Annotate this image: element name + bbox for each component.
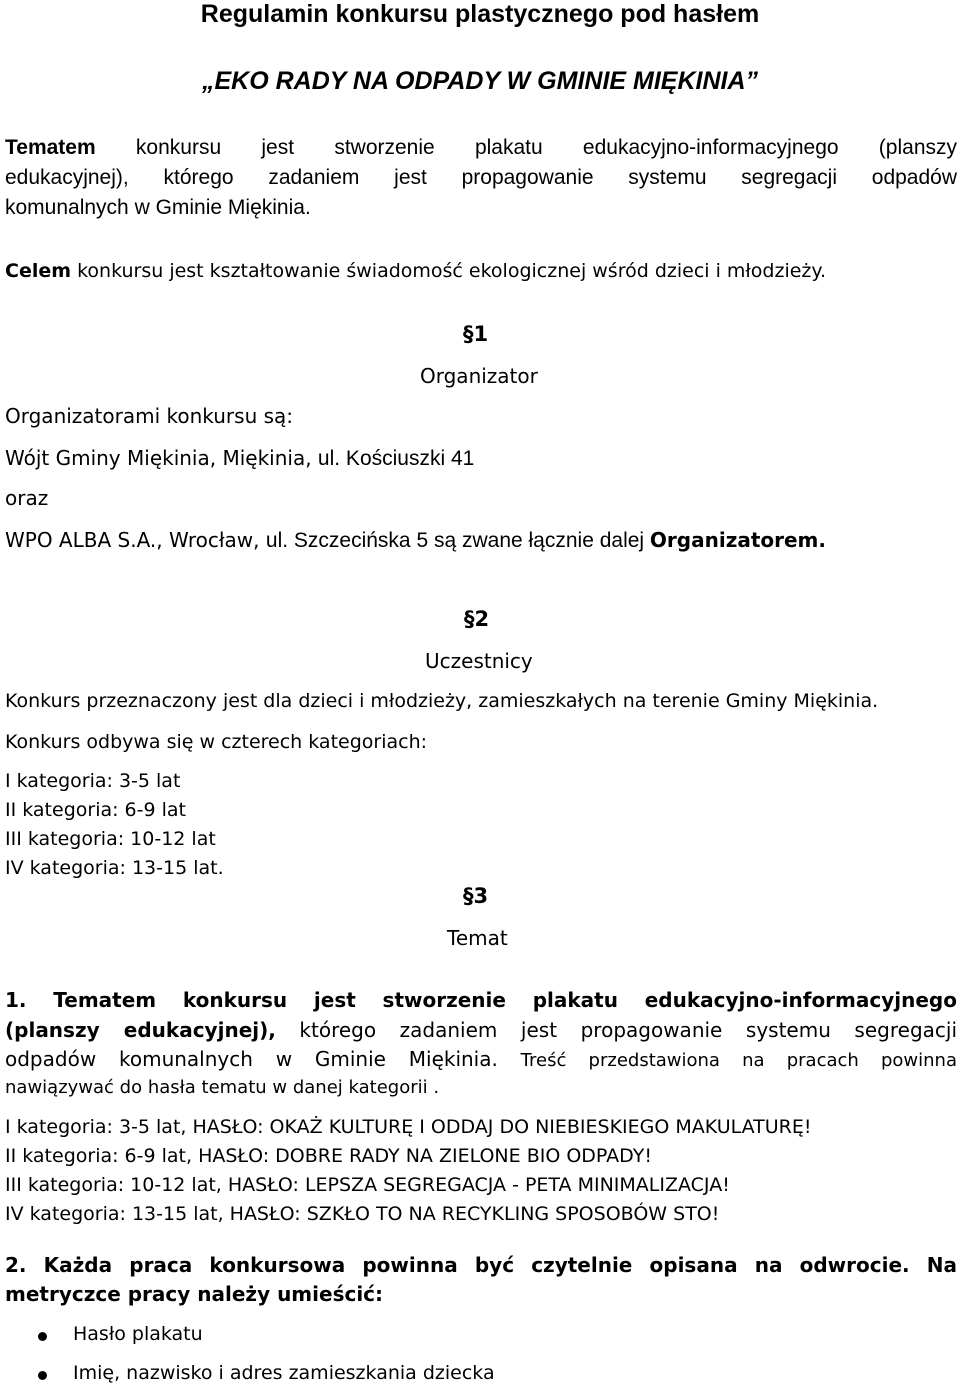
- intro-line-3: komunalnych w Gminie Miękinia.: [5, 196, 311, 219]
- topic-line-2: (planszy edukacyjnej), którego zadaniem jest propagowanie systemu segregacji: [5, 1018, 958, 1042]
- section-1-number: §1: [463, 322, 489, 346]
- celem-bold: Celem: [5, 260, 72, 282]
- topic-line-3: odpadów komunalnych w Gminie Miękinia. Treść przedstawiona na pracach powinna: [5, 1047, 957, 1071]
- participants-line: Konkurs przeznaczony jest dla dzieci i młodzieży, zamieszkałych na terenie Gminy Miękinia.: [5, 690, 879, 712]
- category-item: II kategoria: 6-9 lat: [5, 799, 187, 821]
- category-item: III kategoria: 10-12 lat: [5, 828, 216, 850]
- document-title: Regulamin konkursu plastycznego pod hasłem: [200, 0, 760, 28]
- slogan-item: IV kategoria: 13-15 lat, HASŁO: SZKŁO TO NA RECYKLING SPOSOBÓW STO!: [5, 1203, 720, 1225]
- categories-intro: Konkurs odbywa się w czterech kategoriach:: [5, 731, 428, 753]
- celem-line: Celem konkursu jest kształtowanie świadomość ekologicznej wśród dzieci i młodzieży.: [5, 260, 826, 282]
- category-item: I kategoria: 3-5 lat: [5, 770, 181, 792]
- slogan-item: III kategoria: 10-12 lat, HASŁO: LEPSZA SEGREGACJA - PETA MINIMALIZACJA!: [5, 1174, 730, 1196]
- intro-tematem-bold: Tematem: [5, 136, 96, 159]
- intro-line-2: edukacyjnej), którego zadaniem jest propagowanie systemu segregacji odpadów: [5, 166, 957, 189]
- organizers-intro: Organizatorami konkursu są:: [5, 404, 294, 428]
- document-subtitle: „EKO RADY NA ODPADY W GMINIE MIĘKINIA”: [201, 67, 759, 95]
- organizers-oraz: oraz: [5, 486, 49, 510]
- organizer-2: WPO ALBA S.A., Wrocław, ul. Szczecińska 5 są zwane łącznie dalej Organizatorem.: [5, 528, 826, 552]
- slogan-item: II kategoria: 6-9 lat, HASŁO: DOBRE RADY NA ZIELONE BIO ODPADY!: [5, 1145, 652, 1167]
- metryczka-line-1: 2. Każda praca konkursowa powinna być czytelnie opisana na odwrocie. Na: [5, 1253, 957, 1277]
- intro-line-1: Tematem konkursu jest stworzenie plakatu edukacyjno-informacyjnego (planszy: [5, 136, 957, 159]
- slogan-item: I kategoria: 3-5 lat, HASŁO: OKAŻ KULTURĘ I ODDAJ DO NIEBIESKIEGO MAKULATURĘ!: [5, 1116, 812, 1138]
- metryczka-line-2: metryczce pracy należy umieścić:: [5, 1282, 384, 1306]
- section-2-heading: Uczestnicy: [425, 649, 533, 673]
- section-2-number: §2: [464, 607, 490, 631]
- category-item: IV kategoria: 13-15 lat.: [5, 857, 224, 879]
- topic-line-1: 1. Tematem konkursu jest stworzenie plakatu edukacyjno-informacyjnego: [5, 988, 957, 1012]
- section-1-heading: Organizator: [420, 364, 538, 388]
- section-3-heading: Temat: [447, 926, 508, 950]
- bullet-dot: [38, 1371, 47, 1380]
- bullet-item: Imię, nazwisko i adres zamieszkania dziecka: [73, 1362, 495, 1384]
- bullet-item: Hasło plakatu: [73, 1323, 203, 1345]
- bullet-dot: [38, 1332, 47, 1341]
- topic-line-4: nawiązywać do hasła tematu w danej kategorii .: [5, 1077, 440, 1098]
- organizer-1: Wójt Gminy Miękinia, Miękinia, ul. Kościuszki 41: [5, 446, 475, 470]
- section-3-number: §3: [463, 884, 489, 908]
